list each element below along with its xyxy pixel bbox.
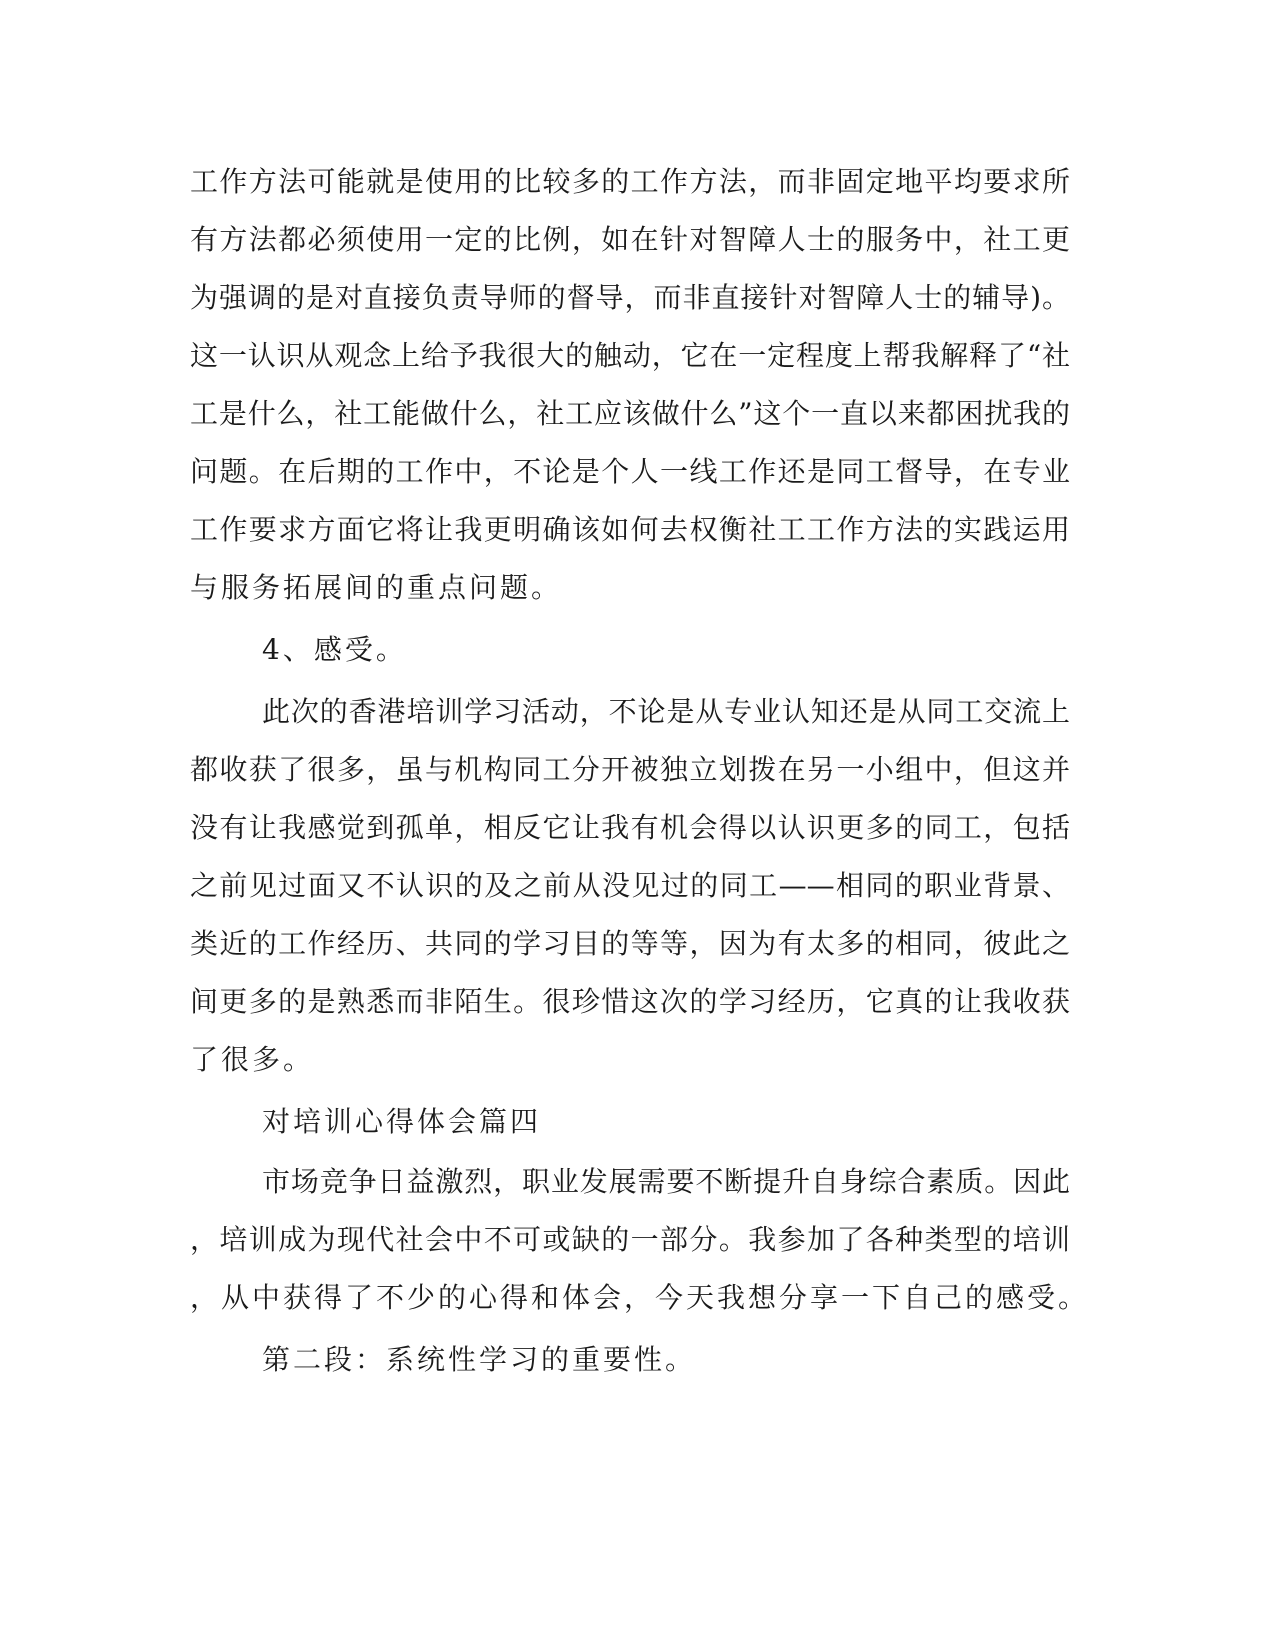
paragraph-line: ，从中获得了不少的心得和体会，今天我想分享一下自己的感受。 — [190, 1281, 1090, 1314]
paragraph-line: 市场竞争日益激烈，职业发展需要不断提升自身综合素质。因此 — [262, 1165, 1070, 1198]
section-title: 对培训心得体会篇四 — [262, 1105, 542, 1138]
paragraph-line: 这一认识从观念上给予我很大的触动，它在一定程度上帮我解释了“社 — [190, 339, 1070, 372]
paragraph-line: 了很多。 — [190, 1043, 315, 1076]
paragraph-line: 间更多的是熟悉而非陌生。很珍惜这次的学习经历，它真的让我收获 — [190, 985, 1070, 1018]
paragraph-line: 工是什么，社工能做什么，社工应该做什么”这个一直以来都困扰我的 — [190, 397, 1070, 430]
paragraph-line: 之前见过面又不认识的及之前从没见过的同工——相同的职业背景、 — [190, 869, 1070, 902]
section-heading: 4、感受。 — [262, 633, 407, 666]
paragraph-line: 为强调的是对直接负责导师的督导，而非直接针对智障人士的辅导)。 — [190, 281, 1070, 314]
paragraph-line: 工作要求方面它将让我更明确该如何去权衡社工工作方法的实践运用 — [190, 513, 1070, 546]
paragraph-line: 都收获了很多，虽与机构同工分开被独立划拨在另一小组中，但这并 — [190, 753, 1070, 786]
paragraph-line: 工作方法可能就是使用的比较多的工作方法，而非固定地平均要求所 — [190, 165, 1070, 198]
paragraph-line: 与服务拓展间的重点问题。 — [190, 571, 563, 604]
paragraph-line: 此次的香港培训学习活动，不论是从专业认知还是从同工交流上 — [262, 695, 1070, 728]
paragraph-line: 有方法都必须使用一定的比例，如在针对智障人士的服务中，社工更 — [190, 223, 1070, 256]
paragraph-line: ，培训成为现代社会中不可或缺的一部分。我参加了各种类型的培训 — [190, 1223, 1070, 1256]
paragraph-line: 类近的工作经历、共同的学习目的等等，因为有太多的相同，彼此之 — [190, 927, 1070, 960]
section-heading: 第二段：系统性学习的重要性。 — [262, 1343, 697, 1376]
paragraph-line: 问题。在后期的工作中，不论是个人一线工作还是同工督导，在专业 — [190, 455, 1070, 488]
paragraph-line: 没有让我感觉到孤单，相反它让我有机会得以认识更多的同工，包括 — [190, 811, 1070, 844]
